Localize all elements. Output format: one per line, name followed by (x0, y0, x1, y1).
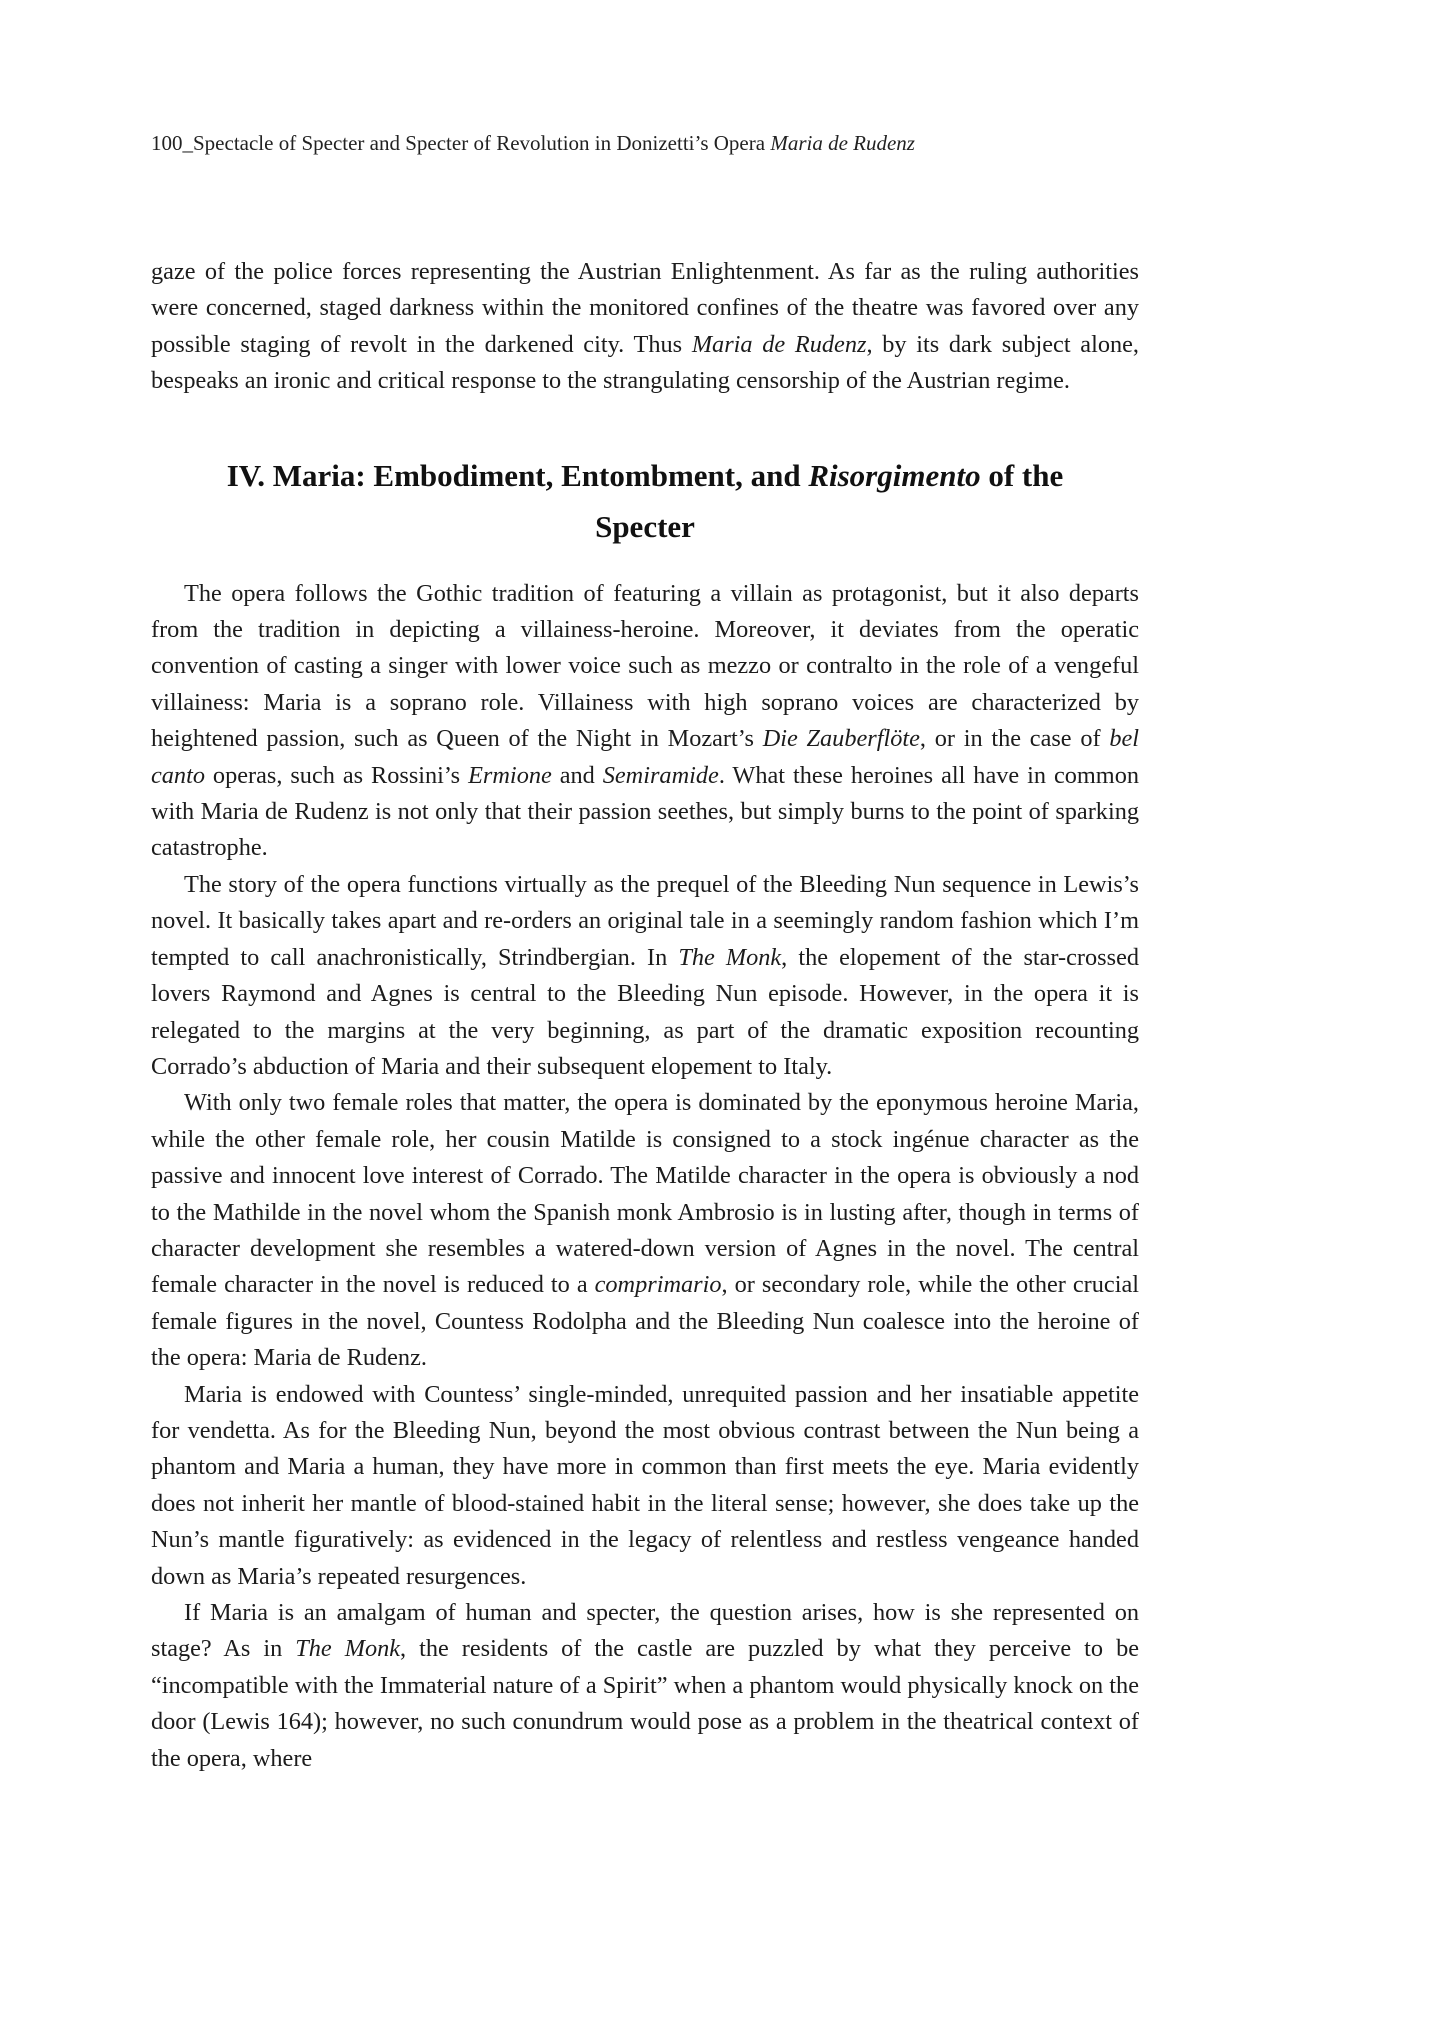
italic-run: comprimario (594, 1271, 722, 1299)
paragraph-2 (151, 867, 1139, 1085)
italic-run: The Monk (678, 943, 782, 971)
text-run: . What these heroines all have in common with Maria de Rudenz is not only that their passion seethes, but simply burns to the point of sparking catastrophe. (151, 761, 1139, 862)
text-run: Maria is endowed with Countess’ single-minded, unrequited passion and her insatiable appetite for vendetta. As for the Bleeding Nun, beyond the most obvious contrast between the Nun being a phantom and Maria a human, they have more in common than first meets the eye. Maria evidently does not inherit her mantle of blood-stained habit in the literal sense; however, she does take up the Nun’s mantle figuratively: as evidenced in the legacy of relentless and restless vengeance handed down as Maria’s repeated resurgences. (151, 1380, 1139, 1590)
italic-run: Maria de Rudenz (691, 330, 867, 358)
text-run: IV. Maria: Embodiment, Entombment, and (226, 457, 809, 493)
text-run: The opera follows the Gothic tradition of featuring a villain as protagonist, but it also departs from the tradition in depicting a villainess-heroine. Moreover, it deviates from the operatic convention of casting a singer with lower voice such as mezzo or contralto in the role of a vengeful villainess: Maria is a soprano role. Villainess with high soprano voices are characterized by heightened passion, such as Queen of the Night in Mozart’s (151, 579, 1139, 753)
italic-run: Ermione (468, 761, 552, 789)
text-run: , by its dark subject alone, bespeaks an ironic and critical response to the strangulating censorship of the Austrian regime. (151, 330, 1139, 395)
text-run: , or in the case of (919, 725, 1110, 753)
paragraph-4 (151, 1377, 1139, 1595)
running-head-text: 100_Spectacle of Specter and Specter of Revolution in Donizetti’s Opera (151, 131, 771, 155)
paragraph-intro (151, 254, 1139, 400)
text-run: With only two female roles that matter, the opera is dominated by the eponymous heroine Maria, while the other female role, her cousin Matilde is consigned to a stock ingénue character as the passive and innocent love interest of Corrado. The Matilde character in the opera is obviously a nod to the Mathilde in the novel whom the Spanish monk Ambrosio is in lusting after, though in terms of character development she resembles a watered-down version of Agnes in the novel. The central female character in the novel is reduced to a (151, 1089, 1139, 1299)
section-heading (151, 450, 1139, 552)
paragraph-5 (151, 1595, 1139, 1777)
text-run: The story of the opera functions virtually as the prequel of the Bleeding Nun sequence in Lewis’s novel. It basically takes apart and re-orders an original tale in a seemingly random fashion which I’m tempted to call anachronistically, Strindbergian. In (151, 870, 1139, 971)
article-body (151, 254, 1139, 1777)
paragraph-1 (151, 576, 1139, 867)
text-run: and (551, 761, 603, 789)
italic-run: The Monk (295, 1635, 401, 1663)
italic-run: bel canto (151, 725, 1140, 789)
text-run: , the residents of the castle are puzzled by what they perceive to be “incompatible with the Immaterial nature of a Spirit” when a phantom would physically knock on the door (Lewis 164); however, no such conundrum would pose as a problem in the theatrical context of the opera, where (151, 1635, 1139, 1772)
running-head (151, 128, 1151, 158)
text-run: of the (980, 457, 1064, 493)
text-run: gaze of the police forces representing the Austrian Enlightenment. As far as the ruling authorities were concerned, staged darkness within the monitored confines of the theatre was favored over any possible staging of revolt in the darkened city. Thus (151, 258, 1139, 358)
paragraph-3 (151, 1085, 1139, 1376)
text-run: , the elopement of the star-crossed lovers Raymond and Agnes is central to the Bleeding Nun episode. However, in the opera it is relegated to the margins at the very beginning, as part of the dramatic exposition recounting Corrado’s abduction of Maria and their subsequent elopement to Italy. (151, 943, 1139, 1080)
text-run: , or secondary role, while the other crucial female figures in the novel, Countess Rodolpha and the Bleeding Nun coalesce into the heroine of the opera: Maria de Rudenz. (151, 1271, 1139, 1372)
italic-run: Risorgimento (808, 457, 981, 493)
text-run: If Maria is an amalgam of human and specter, the question arises, how is she represented on stage? As in (151, 1599, 1139, 1663)
text-run: operas, such as Rossini’s (204, 761, 469, 789)
section-heading-line-2: Specter (595, 508, 695, 544)
section-heading-line-1 (151, 450, 1139, 501)
italic-run: Die Zauberflöte (762, 725, 920, 753)
running-head-opera-title: Maria de Rudenz (770, 131, 915, 155)
italic-run: Semiramide (602, 761, 719, 789)
